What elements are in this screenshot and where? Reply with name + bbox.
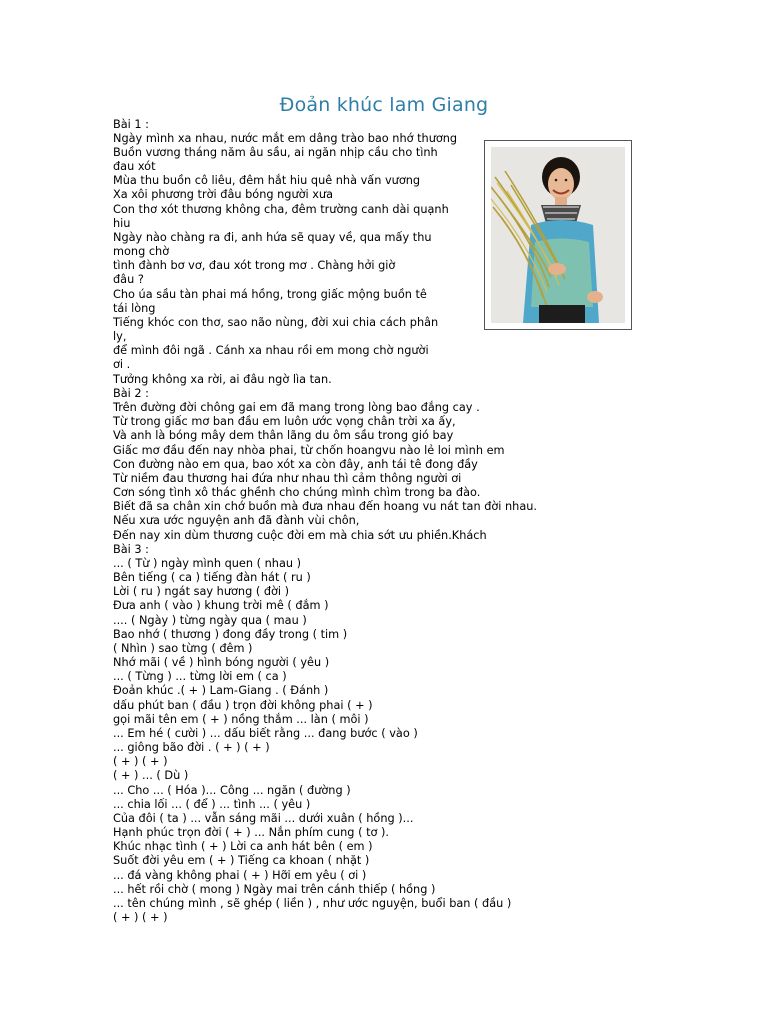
- text-line: Cho úa sầu tàn phai má hồng, trong giấc mộng buồn tê: [113, 288, 427, 301]
- text-line: đau xót: [113, 160, 156, 173]
- text-line: Tiếng khóc con thơ, sao não nùng, đời xui chia cách phân: [113, 316, 439, 329]
- text-line: Hạnh phúc trọn đời ( + ) ... Nắn phím cung ( tơ ).: [113, 826, 389, 839]
- text-line: Ngày mình xa nhau, nước mắt em dâng trào bao nhớ thương: [113, 132, 458, 145]
- text-line: Trên đường đời chông gai em đã mang trong lòng bao đắng cay .: [113, 401, 480, 414]
- text-line: hiu: [113, 217, 131, 230]
- text-line: Của đôi ( ta ) ... vẫn sáng mãi ... dưới xuân ( hồng )...: [113, 812, 414, 825]
- text-line: Đến nay xin dùm thương cuộc đời em mà chia sớt ưu phiền.Khách: [113, 529, 487, 542]
- text-line: ly,: [113, 330, 127, 343]
- text-line: Suốt đời yêu em ( + ) Tiếng ca khoan ( nhặt ): [113, 854, 370, 867]
- text-line: ... hết rồi chờ ( mong ) Ngày mai trên cánh thiếp ( hồng ): [113, 883, 436, 896]
- text-line: Buồn vương tháng năm âu sầu, ai ngăn nhịp cầu cho tình: [113, 146, 438, 159]
- text-line: Bên tiếng ( ca ) tiếng đàn hát ( ru ): [113, 571, 311, 584]
- text-line: ... chia lối ... ( để ) ... tình ... ( yêu ): [113, 798, 311, 811]
- text-line: tình đành bơ vơ, đau xót trong mơ . Chàng hởi giờ: [113, 259, 396, 272]
- text-line: Bài 3 :: [113, 543, 149, 556]
- text-line: Khúc nhạc tình ( + ) Lời ca anh hát bên ( em ): [113, 840, 373, 853]
- text-line: Ngày nào chàng ra đi, anh hứa sẽ quay về, qua mấy thu: [113, 231, 432, 244]
- singer-photo: [484, 140, 632, 330]
- text-line: Con đường nào em qua, bao xót xa còn đây, anh tái tê đong đầy: [113, 458, 478, 471]
- text-line: ( + ) ... ( Dù ): [113, 769, 189, 782]
- text-line: Nếu xưa ước nguyện anh đã đành vùi chôn,: [113, 514, 360, 527]
- text-line: Mùa thu buồn cô liêu, đêm hắt hiu quê nhà vấn vương: [113, 174, 421, 187]
- text-line: Con thơ xót thương không cha, đêm trường canh dài quạnh: [113, 203, 449, 216]
- text-line: ... ( Từng ) ... từng lời em ( ca ): [113, 670, 287, 683]
- text-line: ... giông bão đời . ( + ) ( + ): [113, 741, 270, 754]
- text-line: Bài 1 :: [113, 118, 149, 131]
- document-title: Đoản khúc lam Giang: [279, 94, 489, 116]
- text-line: gọi mãi tên em ( + ) nồng thắm ... làn ( môi ): [113, 713, 369, 726]
- text-line: Đoản khúc .( + ) Lam-Giang . ( Đánh ): [113, 684, 329, 697]
- text-line: Đưa anh ( vào ) khung trời mê ( đắm ): [113, 599, 329, 612]
- photo-illustration: [491, 147, 625, 323]
- text-line: ... tên chúng mình , sẽ ghép ( liền ) , như ước nguyện, buổi ban ( đầu ): [113, 897, 512, 910]
- text-line: Lời ( ru ) ngát say hương ( đời ): [113, 585, 290, 598]
- text-line: ( + ) ( + ): [113, 755, 168, 768]
- text-line: ... đá vàng không phai ( + ) Hỡi em yêu ( ơi ): [113, 869, 367, 882]
- text-line: ... Em hé ( cười ) ... dấu biết rằng ... đang bước ( vào ): [113, 727, 418, 740]
- text-line: ( Nhìn ) sao từng ( đêm ): [113, 642, 253, 655]
- text-line: Từ niềm đau thương hai đứa như nhau thì cảm thông người ơi: [113, 472, 462, 485]
- text-line: ... ( Từ ) ngày mình quen ( nhau ): [113, 557, 302, 570]
- text-line: Giấc mơ đầu đến nay nhòa phai, từ chốn hoangvu nào lẻ loi mình em: [113, 444, 505, 457]
- text-line: Biết đã sa chân xin chớ buồn mà đưa nhau đến hoang vu nát tan đời nhau.: [113, 500, 538, 513]
- text-line: ... Cho ... ( Hóa )... Công ... ngăn ( đường ): [113, 784, 351, 797]
- text-line: Xa xôi phương trời đâu bóng người xưa: [113, 188, 334, 201]
- text-line: Tưởng không xa rời, ai đâu ngờ lìa tan.: [113, 373, 332, 386]
- text-line: đâu ?: [113, 273, 144, 286]
- text-line: Từ trong giấc mơ ban đầu em luôn ước vọng chân trời xa ấy,: [113, 415, 456, 428]
- text-line: mong chờ: [113, 245, 170, 258]
- text-line: Cơn sóng tình xô thác ghềnh cho chúng mình chìm trong ba đào.: [113, 486, 481, 499]
- text-line: Nhớ mãi ( về ) hình bóng người ( yêu ): [113, 656, 330, 669]
- text-line: tái lòng: [113, 302, 156, 315]
- text-line: ơi .: [113, 358, 131, 371]
- text-line: Bao nhớ ( thương ) đong đầy trong ( tim ): [113, 628, 348, 641]
- text-line: dấu phút ban ( đầu ) trọn đời không phai ( + ): [113, 699, 373, 712]
- text-line: .... ( Ngày ) từng ngày qua ( mau ): [113, 614, 307, 627]
- text-line: để mình đôi ngã . Cánh xa nhau rồi em mong chờ người: [113, 344, 429, 357]
- text-line: Bài 2 :: [113, 387, 149, 400]
- text-line: Và anh là bóng mây dem thân lãng du ôm sầu trong gió bay: [113, 429, 454, 442]
- text-line: ( + ) ( + ): [113, 911, 168, 924]
